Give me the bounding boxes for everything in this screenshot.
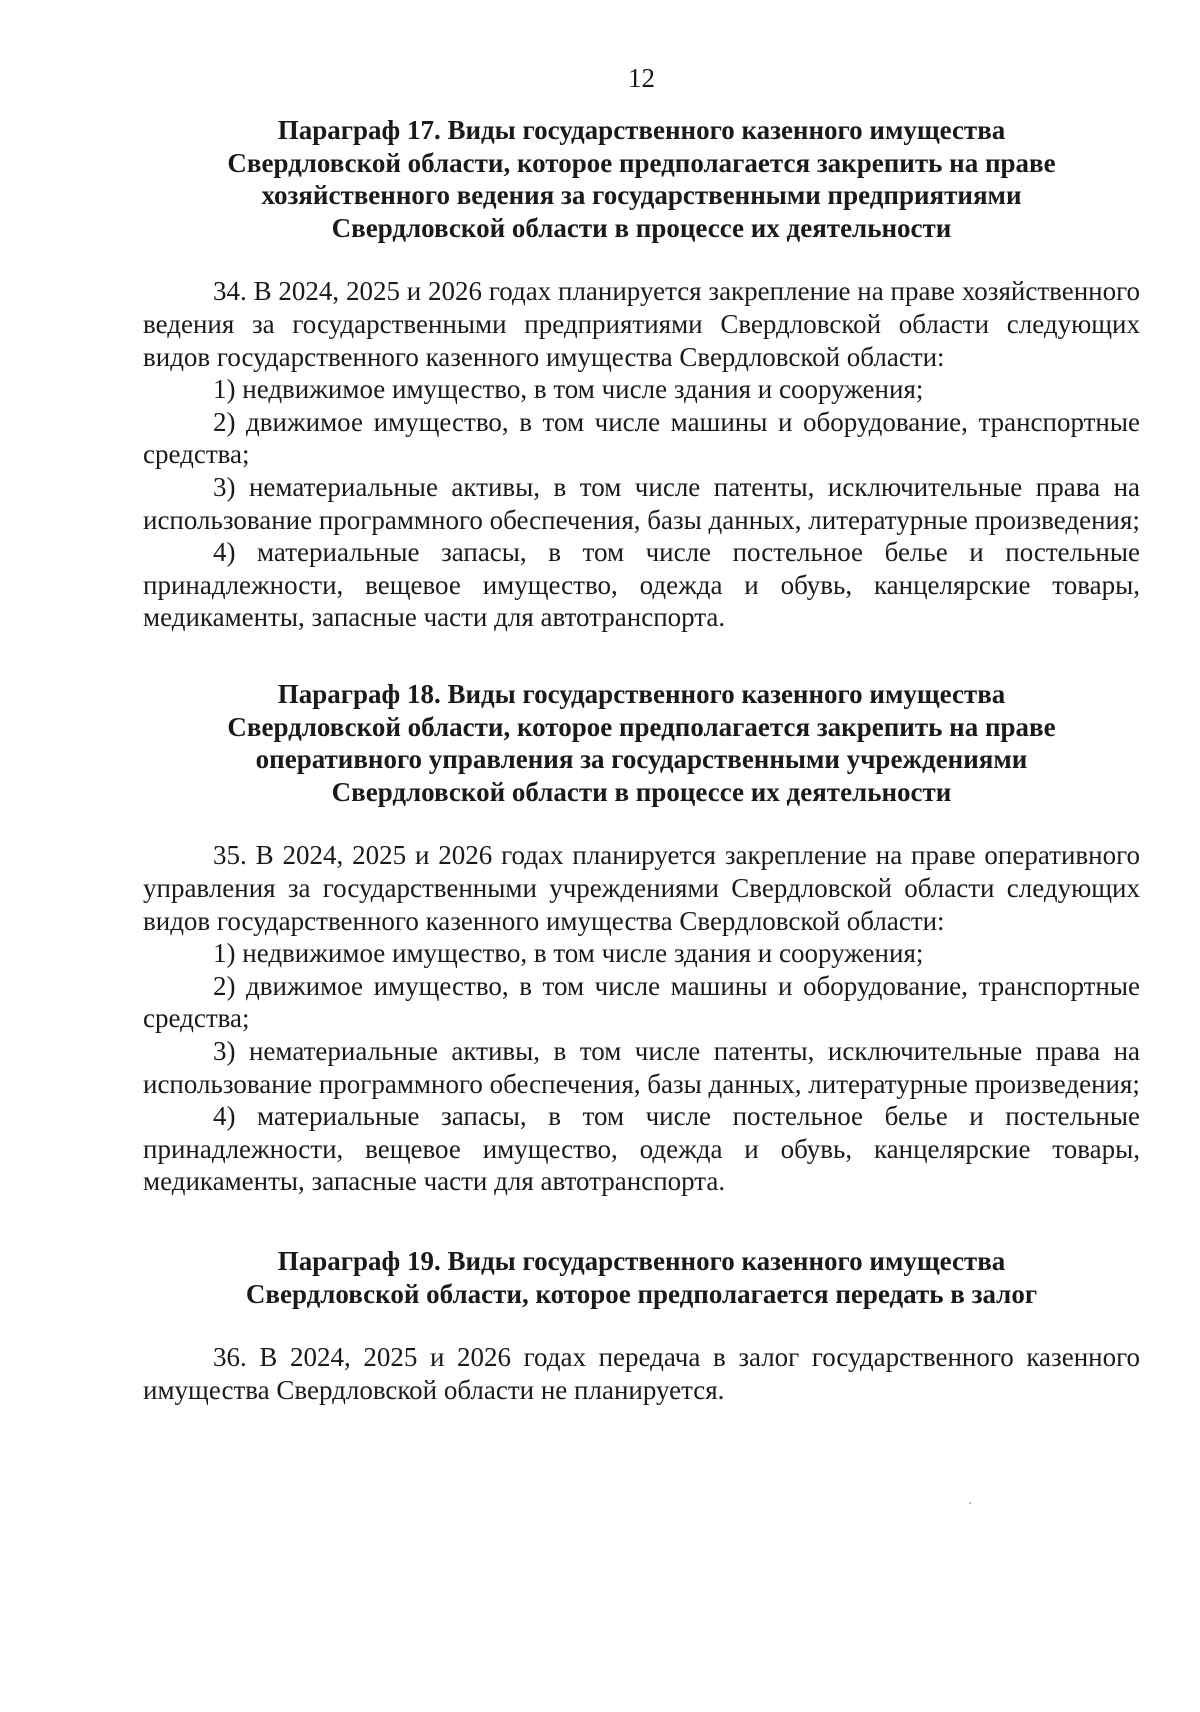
- heading-line: Свердловской области в процессе их деятельности: [331, 212, 952, 243]
- list-item: 3) нематериальные активы, в том числе патенты, исключительные права на использование программного обеспечения, базы данных, литературные произведения;: [143, 1035, 1140, 1099]
- body-paragraph: 36. В 2024, 2025 и 2026 годах передача в залог государственного казенного имущества Свердловской области не планируется.: [143, 1342, 1140, 1405]
- section-paragraph-18: [143, 678, 1140, 1198]
- section-paragraph-17: [143, 114, 1140, 634]
- list-item: 4) материальные запасы, в том числе постельное белье и постельные принадлежности, вещевое имущество, одежда и обувь, канцелярские товары, медикаменты, запасные части для автотранспорта.: [143, 537, 1140, 633]
- list-item: 3) нематериальные активы, в том числе патенты, исключительные права на использование программного обеспечения, базы данных, литературные произведения;: [143, 471, 1140, 535]
- section-heading: [143, 114, 1140, 244]
- heading-line: оперативного управления за государственными учреждениями: [255, 744, 1028, 775]
- section-paragraph-19: [143, 1245, 1140, 1406]
- list-item: 1) недвижимое имущество, в том числе здания и сооружения;: [213, 374, 924, 405]
- heading-line: Свердловской области, которое предполагается передать в залог: [245, 1278, 1038, 1309]
- page-number: 12: [628, 63, 655, 93]
- body-paragraph: 34. В 2024, 2025 и 2026 годах планируется закрепление на праве хозяйственного ведения за государственными предприятиями Свердловской области следующих видов государственного казенного имущества Свердловской области:: [143, 276, 1140, 372]
- list-item: 4) материальные запасы, в том числе постельное белье и постельные принадлежности, вещевое имущество, одежда и обувь, канцелярские товары, медикаменты, запасные части для автотранспорта.: [143, 1101, 1140, 1197]
- heading-line: Свердловской области, которое предполагается закрепить на праве: [227, 711, 1056, 742]
- body-paragraph: 35. В 2024, 2025 и 2026 годах планируется закрепление на праве оперативного управления за государственными учреждениями Свердловской области следующих видов государственного казенного имущества Свердловской области:: [143, 840, 1140, 936]
- heading-line: Параграф 18. Виды государственного казенного имущества: [277, 679, 1006, 709]
- heading-line: Параграф 17. Виды государственного казенного имущества: [277, 115, 1006, 145]
- heading-line: Параграф 19. Виды государственного казенного имущества: [277, 1246, 1006, 1276]
- heading-line: Свердловской области, которое предполагается закрепить на праве: [227, 147, 1056, 178]
- list-item: 2) движимое имущество, в том числе машины и оборудование, транспортные средства;: [143, 970, 1140, 1034]
- list-item: 1) недвижимое имущество, в том числе здания и сооружения;: [213, 938, 924, 969]
- section-heading: [143, 1245, 1140, 1310]
- scan-speck: [969, 1502, 971, 1504]
- heading-line: хозяйственного ведения за государственными предприятиями: [261, 180, 1022, 211]
- section-heading: [143, 678, 1140, 808]
- list-item: 2) движимое имущество, в том числе машины и оборудование, транспортные средства;: [143, 406, 1140, 470]
- heading-line: Свердловской области в процессе их деятельности: [331, 776, 952, 807]
